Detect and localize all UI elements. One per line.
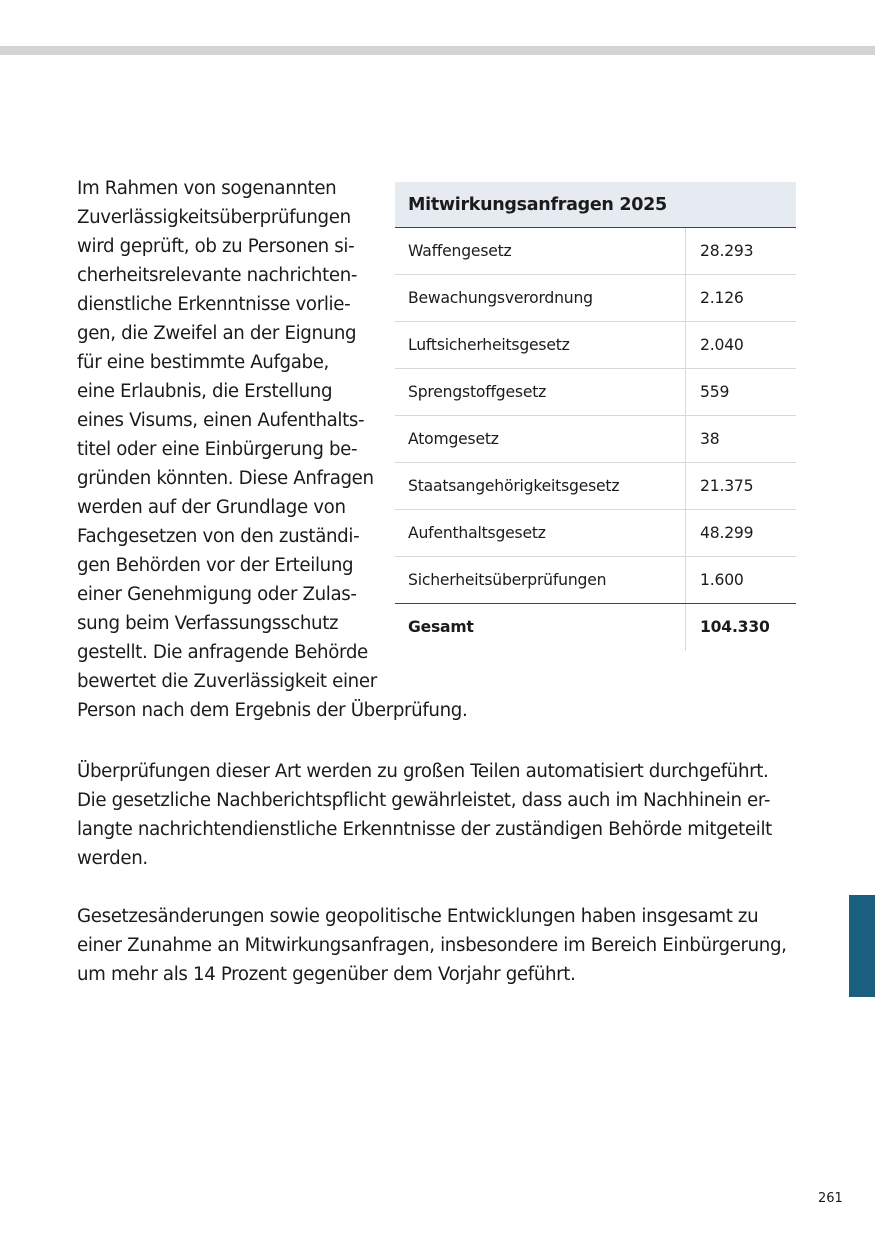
row-value: 2.040: [685, 322, 744, 368]
row-label: Aufenthaltsgesetz: [408, 524, 546, 542]
paragraph-line: werden.: [77, 848, 148, 869]
paragraph-line: Gesetzesänderungen sowie geopolitische Entwicklungen haben insgesamt zu: [77, 906, 759, 927]
row-value: 28.293: [685, 228, 753, 274]
table-total-row: [395, 604, 796, 651]
paragraph-line: gen, die Zweifel an der Eignung: [77, 323, 357, 344]
paragraph-line: für eine bestimmte Aufgabe,: [77, 352, 329, 373]
table-row: [395, 228, 796, 275]
table-row: [395, 275, 796, 322]
table-row: [395, 416, 796, 463]
paragraph-line: werden auf der Grundlage von: [77, 497, 346, 518]
paragraph-line: Die gesetzliche Nachberichtspflicht gewährleistet, dass auch im Nachhinein er-: [77, 790, 771, 811]
row-value: 21.375: [685, 463, 753, 509]
paragraph-line: langte nachrichtendienstliche Erkenntnisse der zuständigen Behörde mitgeteilt: [77, 819, 772, 840]
paragraph-line: bewertet die Zuverlässigkeit einer: [77, 671, 377, 692]
table-row: [395, 322, 796, 369]
paragraph-line: cherheitsrelevante nachrichten-: [77, 265, 358, 286]
row-label: Luftsicherheitsgesetz: [408, 336, 570, 354]
paragraph-line: um mehr als 14 Prozent gegenüber dem Vorjahr geführt.: [77, 964, 576, 985]
row-label: Sprengstoffgesetz: [408, 383, 547, 401]
paragraph-line: Im Rahmen von sogenannten: [77, 178, 337, 199]
table-row: [395, 557, 796, 604]
row-value: 1.600: [685, 557, 744, 603]
row-value: 48.299: [685, 510, 753, 556]
paragraph-line: einer Zunahme an Mitwirkungsanfragen, insbesondere im Bereich Einbürgerung,: [77, 935, 787, 956]
paragraph-line: sung beim Verfassungsschutz: [77, 613, 339, 634]
paragraph-line: titel oder eine Einbürgerung be-: [77, 439, 358, 460]
paragraph-line: gen Behörden vor der Erteilung: [77, 555, 354, 576]
paragraph-line: Fachgesetzen von den zuständi-: [77, 526, 360, 547]
header-rule: [0, 46, 875, 55]
row-label: Staatsangehörigkeitsgesetz: [408, 477, 620, 495]
row-label: Atomgesetz: [408, 430, 499, 448]
chapter-tab-marker: [849, 895, 875, 997]
paragraph-line: dienstliche Erkenntnisse vorlie-: [77, 294, 351, 315]
paragraph-line: eines Visums, einen Aufenthalts-: [77, 410, 365, 431]
total-label: Gesamt: [408, 618, 474, 636]
page-number: 261: [818, 1191, 843, 1206]
table-row: [395, 369, 796, 416]
paragraph-line: einer Genehmigung oder Zulas-: [77, 584, 357, 605]
row-label: Sicherheitsüberprüfungen: [408, 571, 607, 589]
table-title: Mitwirkungsanfragen 2025: [395, 182, 796, 228]
row-value: 38: [685, 416, 719, 462]
row-value: 559: [685, 369, 729, 415]
requests-table: [395, 182, 796, 651]
row-label: Bewachungsverordnung: [408, 289, 593, 307]
table-row: [395, 510, 796, 557]
table-row: [395, 463, 796, 510]
paragraph-line: eine Erlaubnis, die Erstellung: [77, 381, 333, 402]
paragraph-line: gründen könnten. Diese Anfragen: [77, 468, 374, 489]
paragraph-line: Person nach dem Ergebnis der Überprüfung.: [77, 700, 468, 721]
paragraph-line: Überprüfungen dieser Art werden zu großen Teilen automatisiert durchgeführt.: [77, 761, 769, 782]
paragraph-line: gestellt. Die anfragende Behörde: [77, 642, 368, 663]
row-value: 2.126: [685, 275, 744, 321]
total-value: 104.330: [685, 604, 770, 651]
row-label: Waffengesetz: [408, 242, 512, 260]
paragraph-line: wird geprüft, ob zu Personen si-: [77, 236, 355, 257]
paragraph-line: Zuverlässigkeitsüberprüfungen: [77, 207, 351, 228]
